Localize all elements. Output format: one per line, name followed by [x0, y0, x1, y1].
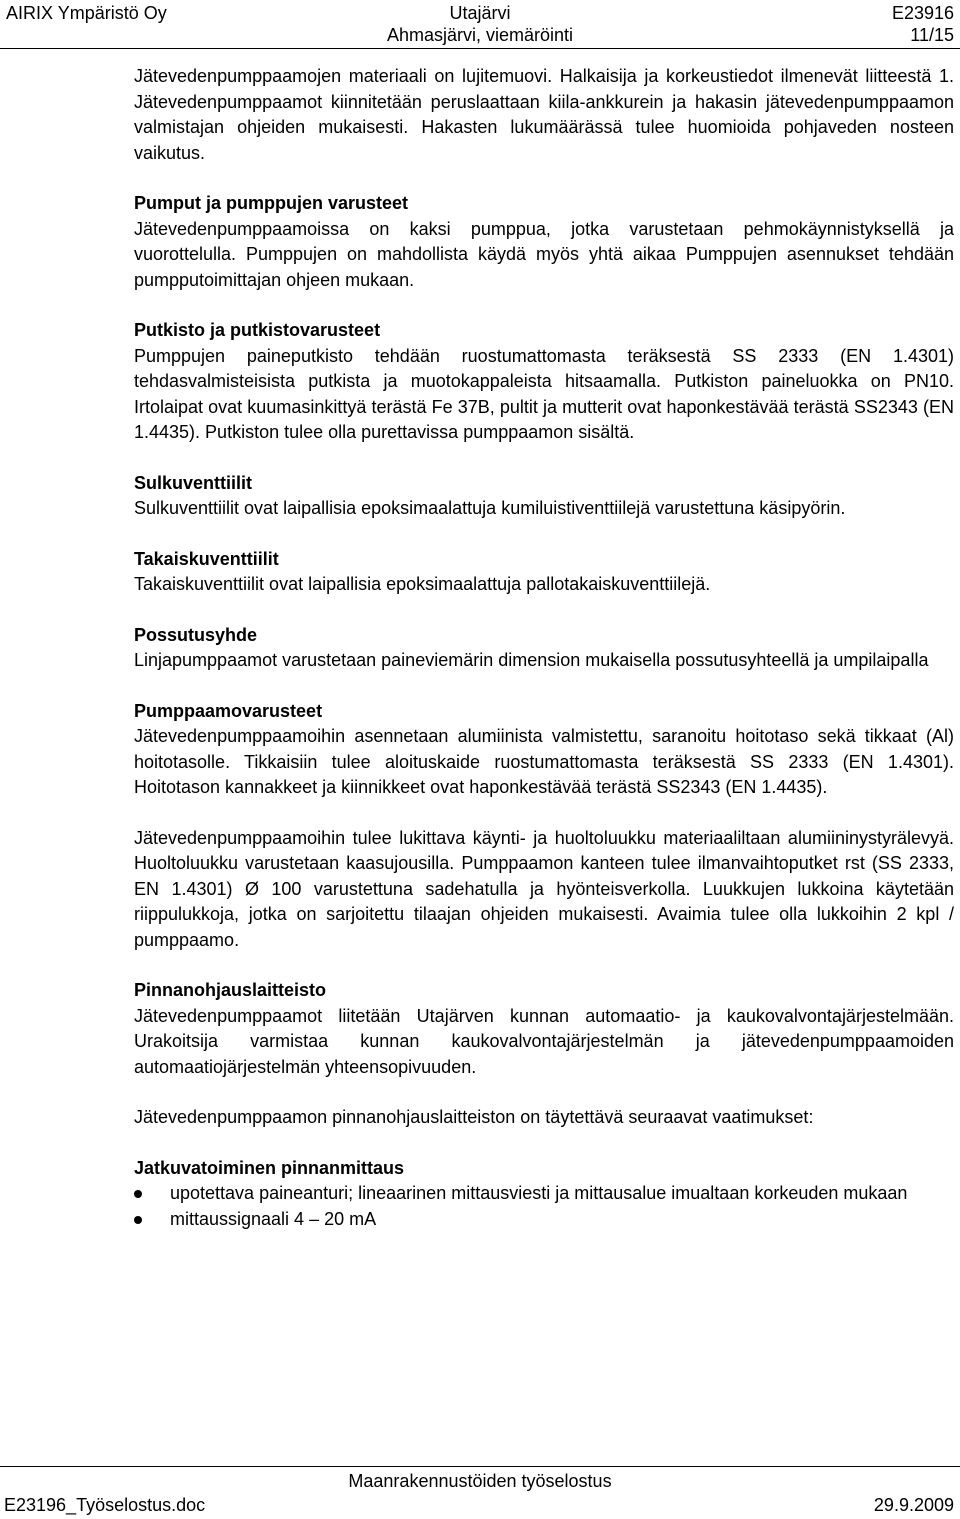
header-location: Utajärvi: [449, 3, 511, 23]
section-hatch: [134, 826, 954, 954]
header-center: [0, 2, 960, 46]
header-right: [892, 2, 954, 46]
section-pumps: [134, 191, 954, 293]
header-doc-id: E23916: [891, 3, 954, 23]
section-text: Jätevedenpumppaamoihin tulee lukittava käynti- ja huoltoluukku materiaaliltaan alumiininystyrälevyä. Huoltoluukku varustetaan kaasujousilla. Pumppaamon kanteen tulee ilmanvaihtoputket rst (SS 2333, EN 1.4301) Ø 100 varustettuna sadehatulla ja hyönteisverkolla. Luukkujen lukkoina käytetään riippulukkoja, jotka on sarjoitettu tilaajan ohjeiden mukaisesti. Avaimia tulee olla lukkoihin 2 kpl / pumppaamo.: [134, 827, 954, 950]
bullet-icon: [134, 1216, 142, 1224]
section-text: Jätevedenpumppaamot liitetään Utajärven kunnan automaatio- ja kaukovalvontajärjestelmään. Urakoitsija varmistaa kunnan kaukovalvontajärjestelmän ja jätevedenpumppaamoiden automaatiojärjestelmän yhteensopivuuden.: [134, 1005, 954, 1077]
bullet-list: [134, 1181, 954, 1232]
list-item-text: mittaussignaali 4 – 20 mA: [170, 1208, 377, 1229]
section-heading: Pinnanohjauslaitteisto: [134, 980, 327, 1000]
section-text: Linjapumppaamot varustetaan paineviemärin dimension mukaisella possutusyhteellä ja umpilaipalla: [134, 650, 929, 670]
section-text: Jätevedenpumppaamon pinnanohjauslaitteiston on täytettävä seuraavat vaatimukset:: [134, 1107, 814, 1127]
section-text: Pumppujen paineputkisto tehdään ruostumattomasta teräksestä SS 2333 (EN 1.4301) tehdasvalmisteisista putkista ja muotokappaleista hitsaamalla. Putkiston paineluokka on PN10. Irtolaipat ovat kuumasinkittyä terästä Fe 37B, pultit ja mutterit ovat haponkestävää terästä SS2343 (EN 1.4435). Putkiston tulee olla purettavissa pumppaamon sisältä.: [134, 345, 954, 442]
section-heading: Pumput ja pumppujen varusteet: [134, 193, 409, 213]
footer-title: Maanrakennustöiden työselostus: [348, 1471, 612, 1491]
section-heading: Jatkuvatoiminen pinnanmittaus: [134, 1157, 405, 1178]
list-item: [134, 1207, 954, 1233]
list-item: [134, 1181, 954, 1207]
section-heading: Takaiskuventtiilit: [134, 548, 279, 569]
section-level-control: [134, 978, 954, 1080]
bullet-icon: [134, 1190, 142, 1198]
section-flushing-connection: [134, 623, 954, 674]
header-project: Ahmasjärvi, viemäröinti: [386, 25, 574, 45]
section-heading: Possutusyhde: [134, 624, 258, 645]
header-company: AIRIX Ympäristö Oy: [6, 3, 167, 23]
intro-paragraph: Jätevedenpumppaamojen materiaali on lujitemuovi. Halkaisija ja korkeustiedot ilmenevät liitteestä 1. Jätevedenpumppaamot kiinnitetään peruslaattaan kiila-ankkurein ja hakasin jätevedenpumppaamon valmistajan ohjeiden mukaisesti. Hakasten lukumäärässä tulee huomioida pohjaveden nosteen vaikutus.: [134, 66, 954, 163]
footer-date: 29.9.2009: [873, 1495, 954, 1515]
section-heading: Pumppaamovarusteet: [134, 700, 323, 721]
section-heading: Sulkuventtiilit: [134, 472, 253, 493]
page-header: [0, 0, 960, 49]
intro-section: [134, 64, 954, 166]
section-heading: Putkisto ja putkistovarusteet: [134, 320, 381, 340]
section-text: Sulkuventtiilit ovat laipallisia epoksimaalattuja kumiluistiventtiilejä varustettuna käsipyörin.: [134, 498, 846, 518]
header-page-number: 11/15: [910, 25, 954, 45]
section-shutoff-valves: [134, 471, 954, 522]
section-text: Jätevedenpumppaamoissa on kaksi pumppua, jotka varustetaan pehmokäynnistyksellä ja vuorottelulla. Pumppujen on mahdollista käydä myös yhtä aikaa Pumppujen asennukset tehdään pumpputoimittajan ohjeen mukaan.: [134, 218, 954, 290]
section-text: Takaiskuventtiilit ovat laipallisia epoksimaalattuja pallotakaiskuventtiilejä.: [134, 574, 711, 594]
section-continuous-measurement: [134, 1156, 954, 1233]
list-item-text: upotettava paineanturi; lineaarinen mittausviesti ja mittausalue imualtaan korkeuden mukaan: [170, 1183, 908, 1203]
document-body: [134, 64, 954, 1257]
section-piping: [134, 318, 954, 446]
footer-filename: E23196_Työselostus.doc: [4, 1495, 206, 1515]
page-footer: [0, 1466, 960, 1519]
section-text: Jätevedenpumppaamoihin asennetaan alumiinista valmistettu, saranoitu hoitotaso sekä tikkaat (Al) hoitotasolle. Tikkaisiin tulee aloituskaide ruostumattomasta teräksestä SS 2333 (EN 1.4301). Hoitotason kannakkeet ja kiinnikkeet ovat haponkestävää terästä SS2343 (EN 1.4435).: [134, 726, 954, 797]
section-station-equipment: [134, 699, 954, 801]
section-level-requirements: [134, 1105, 954, 1131]
section-check-valves: [134, 547, 954, 598]
